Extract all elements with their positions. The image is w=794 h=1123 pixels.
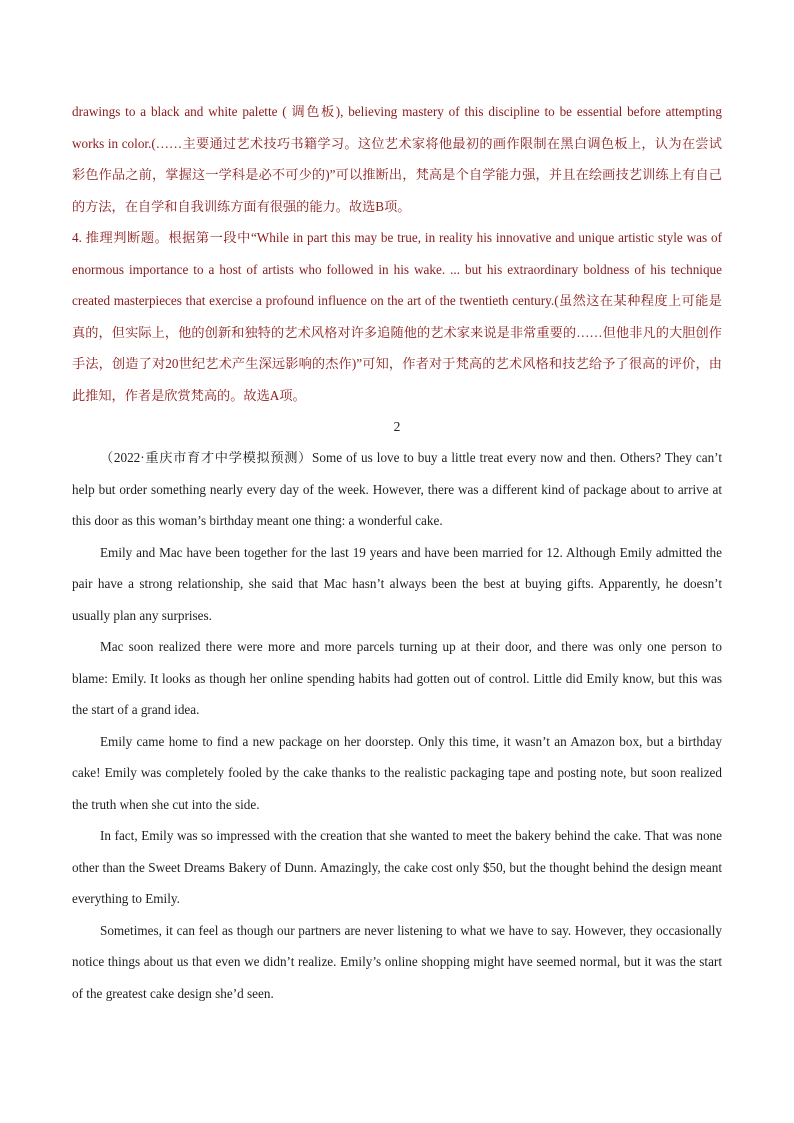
explanation-paragraph-3: drawings to a black and white palette ( 调色板), believing mastery of this discipline to be essential before attempting works in color.(……主要通过艺术技巧书籍学习。这位艺术家将他最初的画作限制在黑白调色板上，认为在尝试彩色作品之前，掌握这一学科是必不可少的)”可以推断出，梵高是个自学能力强，并且在绘画技艺训练上有自己的方法，在自学和自我训练方面有很强的能力。故选B项。 (72, 104, 722, 214)
passage-paragraph: Emily came home to find a new package on her doorstep. Only this time, it wasn’t an Amazon box, but a birthday cake! Emily was completely fooled by the cake thanks to the realistic packaging tape and posting note, but soon realized the truth when she cut into the side. (72, 733, 722, 812)
passage-paragraph: Emily and Mac have been together for the last 19 years and have been married for 12. Although Emily admitted the pair have a strong relationship, she said that Mac hasn’t always been the best at buying gifts. Apparently, he doesn’t usually plan any surprises. (72, 544, 722, 623)
answer-explanation (72, 96, 722, 411)
explanation-paragraph-4: 4. 推理判断题。根据第一段中“While in part this may be true, in reality his innovative and unique artistic style was of enormous importance to a host of artists who followed in his wake. ... but his extraordinary boldness of his technique created masterpieces that exercise a profound influence on the art of the twentieth century.(虽然这在某种程度上可能是真的，但实际上，他的创新和独特的艺术风格对许多追随他的艺术家来说是非常重要的……但他非凡的大胆创作手法，创造了对20世纪艺术产生深远影响的杰作)”可知，作者对于梵高的艺术风格和技艺给予了很高的评价，由此推知，作者是欣赏梵高的。故选A项。 (72, 230, 722, 403)
section-number: 2 (393, 419, 401, 434)
passage-paragraph: （2022·重庆市育才中学模拟预测）Some of us love to buy a little treat every now and then. Others? They can’t help but order something nearly every day of the week. However, there was a different kind of package about to arrive at this door as this woman’s birthday meant one thing: a wonderful cake. (72, 450, 722, 528)
document-page (72, 96, 722, 1009)
passage-paragraph: Sometimes, it can feel as though our partners are never listening to what we have to say. However, they occasionally notice things about us that even we didn’t realize. Emily’s online shopping might have seemed normal, but it was the start of the greatest cake design she’d seen. (72, 922, 722, 1001)
passage-paragraph: Mac soon realized there were more and more parcels turning up at their door, and there was only one person to blame: Emily. It looks as though her online spending habits had gotten out of control. Little did Emily know, but this was the start of a grand idea. (72, 639, 722, 717)
passage-paragraph: In fact, Emily was so impressed with the creation that she wanted to meet the bakery behind the cake. That was none other than the Sweet Dreams Bakery of Dunn. Amazingly, the cake cost only $50, but the thought behind the design meant everything to Emily. (72, 828, 722, 906)
reading-passage (72, 442, 722, 1009)
